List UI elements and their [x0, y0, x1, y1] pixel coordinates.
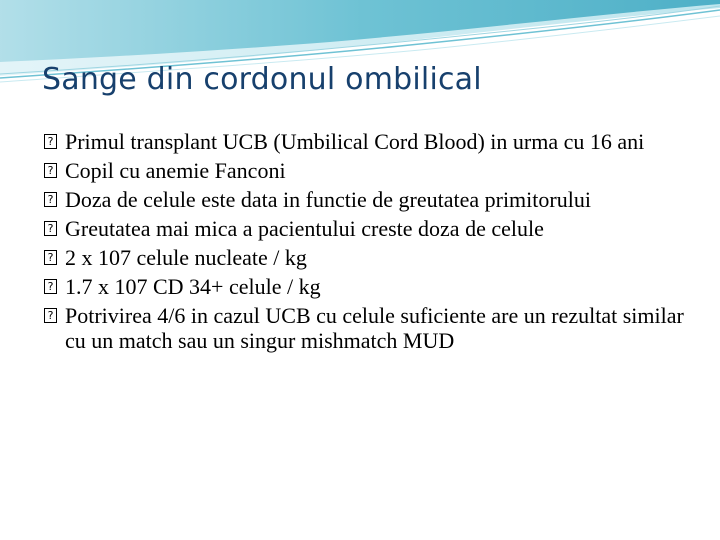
bullet-text: Greutatea mai mica a pacientului creste doza de celule	[65, 216, 544, 241]
missing-glyph-bullet-icon	[44, 250, 57, 265]
bullet-item	[42, 158, 692, 183]
bullet-item	[42, 129, 692, 154]
bullet-text: Copil cu anemie Fanconi	[65, 158, 286, 183]
bullet-item	[42, 187, 692, 212]
missing-glyph-bullet-icon	[44, 279, 57, 294]
bullet-text: 1.7 x 107 CD 34+ celule / kg	[65, 274, 321, 299]
bullet-text: 2 x 107 celule nucleate / kg	[65, 245, 307, 270]
bullet-item	[42, 245, 692, 270]
missing-glyph-bullet-icon	[44, 221, 57, 236]
missing-glyph-bullet-icon	[44, 308, 57, 323]
bullet-item	[42, 274, 692, 299]
bullet-text: Potrivirea 4/6 in cazul UCB cu celule suficiente are un rezultat similar cu un match sau un singur mishmatch MUD	[65, 303, 684, 353]
bullet-item	[42, 216, 692, 241]
bullet-list	[42, 129, 692, 357]
missing-glyph-bullet-icon	[44, 163, 57, 178]
slide-title: Sange din cordonul ombilical	[42, 62, 482, 97]
missing-glyph-bullet-icon	[44, 192, 57, 207]
bullet-item	[42, 303, 692, 353]
bullet-text: Doza de celule este data in functie de greutatea primitorului	[65, 187, 591, 212]
missing-glyph-bullet-icon	[44, 134, 57, 149]
bullet-text: Primul transplant UCB (Umbilical Cord Blood) in urma cu 16 ani	[65, 129, 645, 154]
